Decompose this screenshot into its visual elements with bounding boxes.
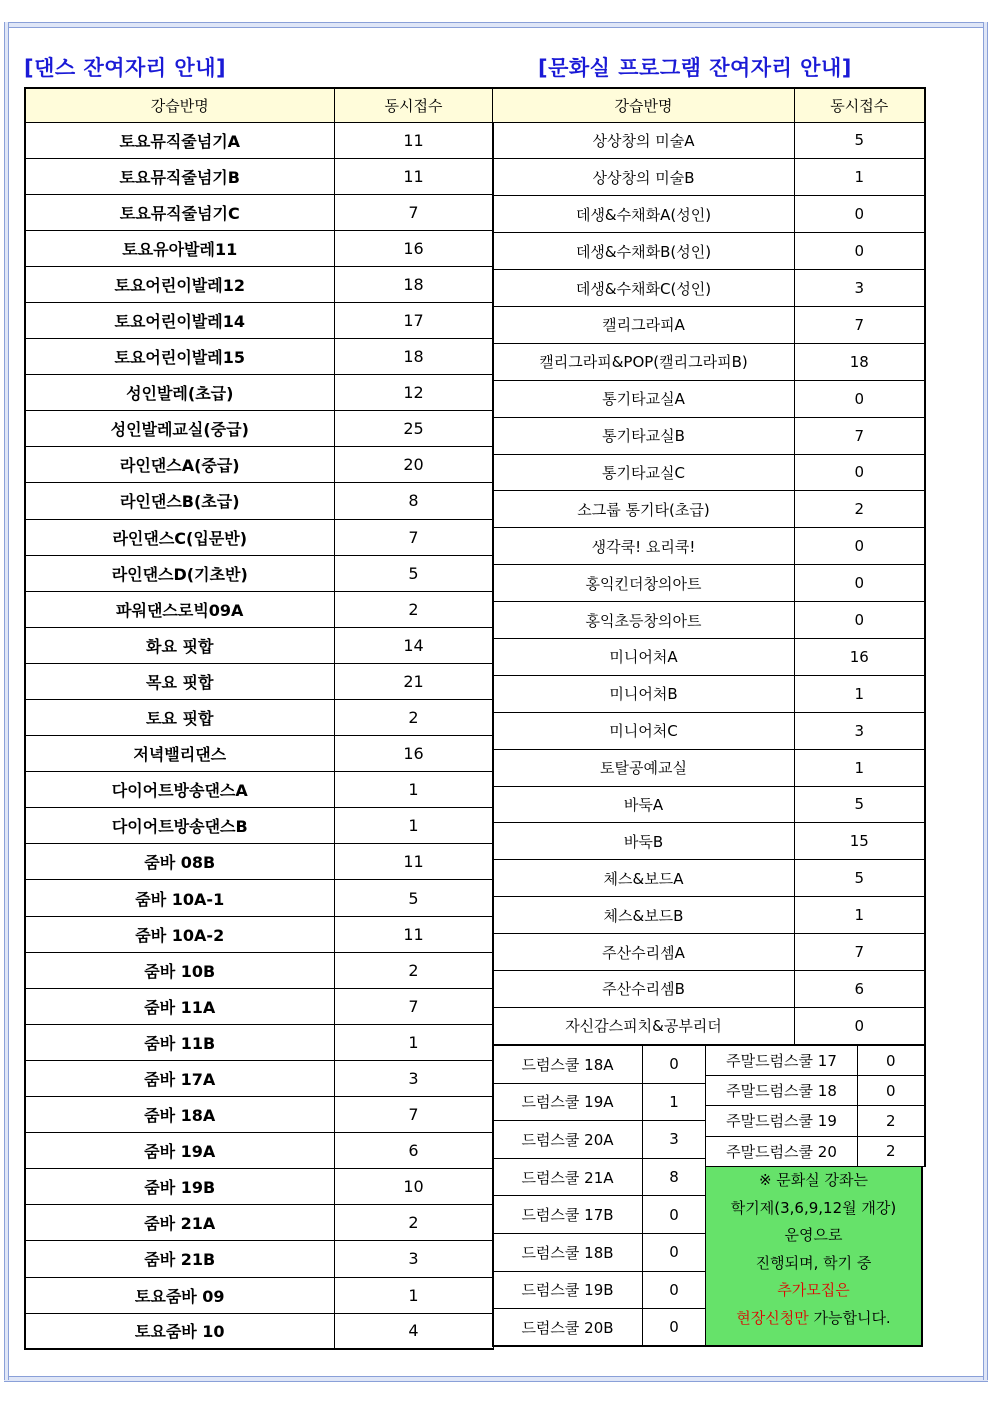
dance-table-row <box>25 1169 493 1205</box>
dance-table-row <box>25 1133 493 1169</box>
weekend-drum-class-name: 주말드럼스쿨 20 <box>706 1136 858 1166</box>
dance-remaining-count: 14 <box>334 627 493 663</box>
culture-table-row <box>493 860 925 897</box>
dance-class-name: 줌바 18A <box>25 1097 334 1133</box>
dance-class-name: 줌바 19A <box>25 1133 334 1169</box>
drum-class-name: 드럼스쿨 17B <box>493 1196 643 1234</box>
dance-table-row <box>25 158 493 194</box>
dance-table-row <box>25 302 493 338</box>
weekend-drum-remaining-count: 2 <box>858 1136 925 1166</box>
drum-school-row <box>493 1121 706 1159</box>
dance-remaining-count: 7 <box>334 988 493 1024</box>
dance-class-name: 라인댄스C(입문반) <box>25 519 334 555</box>
dance-remaining-count: 2 <box>334 952 493 988</box>
dance-remaining-count: 16 <box>334 230 493 266</box>
culture-class-name: 미니어처A <box>493 638 795 675</box>
dance-remaining-count: 12 <box>334 375 493 411</box>
drum-school-row <box>493 1233 706 1271</box>
culture-class-name: 자신감스피치&공부리더 <box>493 1007 795 1044</box>
dance-remaining-count: 1 <box>334 808 493 844</box>
culture-table-row <box>493 159 925 196</box>
culture-table-row <box>493 270 925 307</box>
culture-header-count: 동시접수 <box>795 88 925 122</box>
culture-remaining-count: 7 <box>795 934 925 971</box>
culture-table <box>492 87 926 1045</box>
drum-school-row <box>493 1083 706 1121</box>
culture-table-row <box>493 1007 925 1044</box>
notice-line-4: 진행되며, 학기 중 <box>755 1253 872 1272</box>
dance-table-row <box>25 952 493 988</box>
culture-class-name: 미니어처C <box>493 712 795 749</box>
culture-table-row <box>493 491 925 528</box>
culture-remaining-count: 5 <box>795 786 925 823</box>
page-border-top <box>4 22 988 28</box>
dance-class-name: 토요뮤직줄넘기B <box>25 158 334 194</box>
weekend-drum-row <box>706 1106 925 1136</box>
dance-class-name: 토요줌바 10 <box>25 1313 334 1349</box>
culture-remaining-count: 5 <box>795 860 925 897</box>
drum-class-name: 드럼스쿨 19B <box>493 1271 643 1309</box>
culture-class-name: 캘리그라피A <box>493 306 795 343</box>
dance-remaining-count: 20 <box>334 447 493 483</box>
culture-table-row <box>493 970 925 1007</box>
dance-remaining-count: 7 <box>334 519 493 555</box>
notice-onsite-highlight: 현장신청만 <box>736 1308 809 1327</box>
dance-table-row <box>25 230 493 266</box>
dance-table-row <box>25 880 493 916</box>
culture-class-name: 생각쿡! 요리쿡! <box>493 528 795 565</box>
dance-remaining-count: 5 <box>334 555 493 591</box>
culture-class-name: 체스&보드A <box>493 860 795 897</box>
dance-remaining-count: 5 <box>334 880 493 916</box>
culture-table-row <box>493 380 925 417</box>
dance-class-name: 다이어트방송댄스A <box>25 772 334 808</box>
culture-remaining-count: 6 <box>795 970 925 1007</box>
dance-class-name: 줌바 10A-2 <box>25 916 334 952</box>
dance-table-row <box>25 411 493 447</box>
culture-class-name: 소그룹 통기타(초급) <box>493 491 795 528</box>
dance-remaining-count: 2 <box>334 700 493 736</box>
dance-remaining-count: 16 <box>334 736 493 772</box>
culture-remaining-count: 1 <box>795 897 925 934</box>
drum-remaining-count: 1 <box>643 1083 706 1121</box>
culture-table-row <box>493 749 925 786</box>
culture-table-row <box>493 638 925 675</box>
weekend-drum-class-name: 주말드럼스쿨 17 <box>706 1046 858 1076</box>
culture-class-name: 주산수리셈B <box>493 970 795 1007</box>
culture-class-name: 데생&수채화B(성인) <box>493 233 795 270</box>
dance-class-name: 성인발레교실(중급) <box>25 411 334 447</box>
dance-class-name: 줌바 17A <box>25 1060 334 1096</box>
culture-class-name: 통기타교실A <box>493 380 795 417</box>
dance-remaining-count: 21 <box>334 663 493 699</box>
culture-remaining-count: 1 <box>795 675 925 712</box>
dance-class-name: 저녁밸리댄스 <box>25 736 334 772</box>
dance-remaining-count: 11 <box>334 844 493 880</box>
dance-table-row <box>25 736 493 772</box>
semester-notice-box <box>705 1166 923 1347</box>
drum-class-name: 드럼스쿨 21A <box>493 1158 643 1196</box>
dance-class-name: 줌바 10B <box>25 952 334 988</box>
weekend-drum-table <box>705 1045 926 1167</box>
dance-class-name: 라인댄스A(중급) <box>25 447 334 483</box>
culture-table-row <box>493 454 925 491</box>
culture-class-name: 통기타교실C <box>493 454 795 491</box>
culture-class-name: 바둑B <box>493 823 795 860</box>
culture-remaining-count: 1 <box>795 159 925 196</box>
culture-table-row <box>493 417 925 454</box>
drum-class-name: 드럼스쿨 20A <box>493 1121 643 1159</box>
dance-class-name: 줌바 11A <box>25 988 334 1024</box>
dance-class-name: 목요 핏합 <box>25 663 334 699</box>
dance-remaining-count: 3 <box>334 1241 493 1277</box>
dance-table-row <box>25 266 493 302</box>
dance-remaining-count: 1 <box>334 1024 493 1060</box>
culture-class-name: 데생&수채화A(성인) <box>493 196 795 233</box>
dance-remaining-count: 11 <box>334 916 493 952</box>
dance-class-name: 줌바 11B <box>25 1024 334 1060</box>
dance-remaining-count: 1 <box>334 772 493 808</box>
culture-class-name: 홍익킨더창의아트 <box>493 565 795 602</box>
dance-remaining-count: 1 <box>334 1277 493 1313</box>
page-border-right <box>983 22 988 1380</box>
culture-section-title: [문화실 프로그램 잔여자리 안내] <box>538 56 852 80</box>
dance-class-name: 줌바 21B <box>25 1241 334 1277</box>
notice-line-1: ※ 문화실 강좌는 <box>758 1171 869 1189</box>
culture-remaining-count: 0 <box>795 454 925 491</box>
dance-class-name: 성인발레(초급) <box>25 375 334 411</box>
weekend-drum-row <box>706 1046 925 1076</box>
dance-table-row <box>25 988 493 1024</box>
culture-table-row <box>493 934 925 971</box>
culture-remaining-count: 3 <box>795 712 925 749</box>
dance-remaining-count: 17 <box>334 302 493 338</box>
weekend-drum-remaining-count: 0 <box>858 1046 925 1076</box>
dance-class-name: 다이어트방송댄스B <box>25 808 334 844</box>
weekend-drum-class-name: 주말드럼스쿨 18 <box>706 1076 858 1106</box>
culture-class-name: 상상창의 미술A <box>493 122 795 159</box>
dance-table-row <box>25 844 493 880</box>
dance-remaining-count: 2 <box>334 591 493 627</box>
culture-table-row <box>493 528 925 565</box>
dance-remaining-count: 11 <box>334 158 493 194</box>
drum-class-name: 드럼스쿨 20B <box>493 1309 643 1347</box>
dance-table-row <box>25 700 493 736</box>
culture-table-row <box>493 306 925 343</box>
culture-class-name: 데생&수채화C(성인) <box>493 270 795 307</box>
dance-class-name: 줌바 21A <box>25 1205 334 1241</box>
dance-remaining-count: 10 <box>334 1169 493 1205</box>
notice-line-2: 학기제(3,6,9,12월 개강) <box>730 1198 897 1217</box>
culture-remaining-count: 0 <box>795 528 925 565</box>
weekend-drum-row <box>706 1136 925 1166</box>
weekend-drum-remaining-count: 0 <box>858 1076 925 1106</box>
notice-line-5: 추가모집은 <box>777 1281 850 1299</box>
dance-remaining-count: 7 <box>334 194 493 230</box>
culture-remaining-count: 18 <box>795 343 925 380</box>
dance-table-row <box>25 1024 493 1060</box>
drum-school-row <box>493 1271 706 1309</box>
drum-remaining-count: 0 <box>643 1309 706 1347</box>
dance-table-row <box>25 1205 493 1241</box>
notice-line-3: 운영으로 <box>784 1226 843 1244</box>
drum-remaining-count: 8 <box>643 1158 706 1196</box>
culture-remaining-count: 0 <box>795 233 925 270</box>
dance-remaining-count: 3 <box>334 1060 493 1096</box>
dance-remaining-count: 6 <box>334 1133 493 1169</box>
dance-class-name: 토요유아발레11 <box>25 230 334 266</box>
notice-line-6 <box>706 1305 921 1333</box>
culture-class-name: 캘리그라피&POP(캘리그라피B) <box>493 343 795 380</box>
dance-class-name: 토요어린이발레12 <box>25 266 334 302</box>
dance-remaining-count: 11 <box>334 122 493 158</box>
drum-remaining-count: 3 <box>643 1121 706 1159</box>
page-border-bottom <box>4 1376 988 1382</box>
culture-table-row <box>493 675 925 712</box>
culture-remaining-count: 15 <box>795 823 925 860</box>
culture-table-row <box>493 122 925 159</box>
culture-table-row <box>493 602 925 639</box>
drum-class-name: 드럼스쿨 18B <box>493 1233 643 1271</box>
culture-class-name: 토탈공예교실 <box>493 749 795 786</box>
weekend-drum-class-name: 주말드럼스쿨 19 <box>706 1106 858 1136</box>
dance-table-row <box>25 1060 493 1096</box>
drum-school-row <box>493 1158 706 1196</box>
dance-table-row <box>25 591 493 627</box>
dance-class-name: 토요줌바 09 <box>25 1277 334 1313</box>
dance-remaining-count: 8 <box>334 483 493 519</box>
drum-class-name: 드럼스쿨 18A <box>493 1046 643 1084</box>
dance-class-name: 토요어린이발레15 <box>25 339 334 375</box>
dance-class-name: 줌바 19B <box>25 1169 334 1205</box>
culture-table-row <box>493 897 925 934</box>
culture-table-row <box>493 712 925 749</box>
dance-remaining-count: 7 <box>334 1097 493 1133</box>
culture-table-row <box>493 786 925 823</box>
weekend-drum-remaining-count: 2 <box>858 1106 925 1136</box>
drum-school-row <box>493 1309 706 1347</box>
weekend-drum-row <box>706 1076 925 1106</box>
dance-table-row <box>25 519 493 555</box>
dance-class-name: 토요어린이발레14 <box>25 302 334 338</box>
dance-class-name: 토요뮤직줄넘기A <box>25 122 334 158</box>
dance-class-name: 토요 핏합 <box>25 700 334 736</box>
page-border-left <box>4 22 9 1380</box>
dance-table-row <box>25 194 493 230</box>
culture-class-name: 상상창의 미술B <box>493 159 795 196</box>
culture-remaining-count: 5 <box>795 122 925 159</box>
dance-table-row <box>25 555 493 591</box>
dance-header-count: 동시접수 <box>334 88 493 122</box>
culture-class-name: 미니어처B <box>493 675 795 712</box>
culture-remaining-count: 0 <box>795 196 925 233</box>
drum-class-name: 드럼스쿨 19A <box>493 1083 643 1121</box>
dance-remaining-count: 18 <box>334 339 493 375</box>
culture-table-row <box>493 233 925 270</box>
dance-table-row <box>25 916 493 952</box>
culture-class-name: 체스&보드B <box>493 897 795 934</box>
drum-remaining-count: 0 <box>643 1271 706 1309</box>
dance-remaining-count: 18 <box>334 266 493 302</box>
culture-table-row <box>493 343 925 380</box>
dance-table-row <box>25 375 493 411</box>
culture-remaining-count: 1 <box>795 749 925 786</box>
culture-remaining-count: 7 <box>795 306 925 343</box>
dance-table-row <box>25 772 493 808</box>
culture-header-name: 강습반명 <box>493 88 795 122</box>
dance-class-name: 토요뮤직줄넘기C <box>25 194 334 230</box>
dance-table-row <box>25 1277 493 1313</box>
dance-class-name: 화요 핏합 <box>25 627 334 663</box>
dance-table-row <box>25 627 493 663</box>
dance-table-row <box>25 1241 493 1277</box>
dance-table-row <box>25 663 493 699</box>
dance-table-row <box>25 1313 493 1349</box>
dance-table-row <box>25 808 493 844</box>
drum-remaining-count: 0 <box>643 1046 706 1084</box>
culture-remaining-count: 0 <box>795 1007 925 1044</box>
dance-remaining-count: 4 <box>334 1313 493 1349</box>
drum-remaining-count: 0 <box>643 1196 706 1234</box>
culture-table-row <box>493 823 925 860</box>
dance-section-title: [댄스 잔여자리 안내] <box>24 56 227 80</box>
culture-remaining-count: 0 <box>795 565 925 602</box>
culture-class-name: 홍익초등창의아트 <box>493 602 795 639</box>
culture-table-row <box>493 565 925 602</box>
culture-class-name: 통기타교실B <box>493 417 795 454</box>
culture-class-name: 바둑A <box>493 786 795 823</box>
culture-remaining-count: 0 <box>795 602 925 639</box>
dance-table-row <box>25 447 493 483</box>
dance-header-name: 강습반명 <box>25 88 334 122</box>
dance-class-name: 라인댄스B(초급) <box>25 483 334 519</box>
culture-remaining-count: 0 <box>795 380 925 417</box>
culture-remaining-count: 3 <box>795 270 925 307</box>
drum-school-table <box>492 1045 706 1347</box>
dance-table <box>24 87 494 1350</box>
dance-table-row <box>25 483 493 519</box>
drum-remaining-count: 0 <box>643 1233 706 1271</box>
drum-school-row <box>493 1196 706 1234</box>
culture-remaining-count: 7 <box>795 417 925 454</box>
culture-remaining-count: 16 <box>795 638 925 675</box>
dance-remaining-count: 25 <box>334 411 493 447</box>
culture-remaining-count: 2 <box>795 491 925 528</box>
dance-table-row <box>25 339 493 375</box>
culture-table-row <box>493 196 925 233</box>
notice-line-6-rest: 가능합니다. <box>808 1308 891 1327</box>
dance-table-row <box>25 122 493 158</box>
dance-class-name: 파워댄스로빅09A <box>25 591 334 627</box>
dance-remaining-count: 2 <box>334 1205 493 1241</box>
culture-class-name: 주산수리셈A <box>493 934 795 971</box>
dance-table-row <box>25 1097 493 1133</box>
dance-class-name: 줌바 08B <box>25 844 334 880</box>
dance-class-name: 줌바 10A-1 <box>25 880 334 916</box>
drum-school-row <box>493 1046 706 1084</box>
dance-class-name: 라인댄스D(기초반) <box>25 555 334 591</box>
